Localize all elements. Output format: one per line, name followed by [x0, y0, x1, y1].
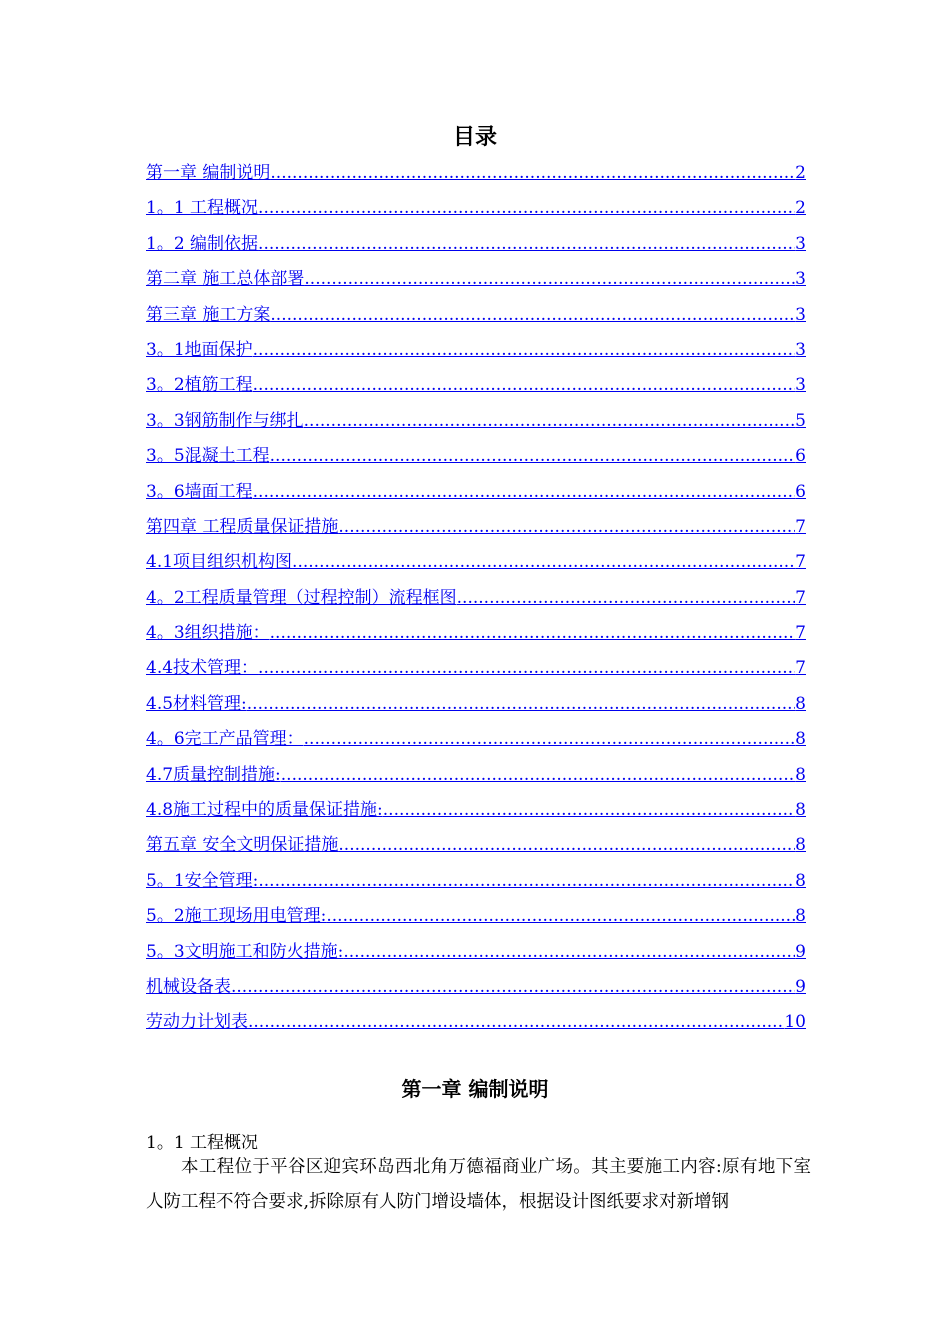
toc-entry-label: 劳动力计划表: [146, 1012, 248, 1033]
toc-entry-page-number: 2: [795, 163, 806, 183]
toc-entry-label: 第一章 编制说明: [146, 163, 271, 183]
toc-entry[interactable]: [146, 793, 806, 828]
toc-entry-page-number: 9: [795, 941, 806, 962]
toc-leader-dots: [338, 828, 795, 863]
toc-entry-page-number: 6: [795, 446, 806, 467]
toc-entry-page-number: 7: [795, 516, 806, 537]
toc-leader-dots: [258, 651, 795, 686]
toc-leader-dots: [383, 793, 795, 828]
body-paragraph: 本工程位于平谷区迎宾环岛西北角万德福商业广场。其主要施工内容:原有地下室人防工程不符合要求,拆除原有人防门增设墙体，根据设计图纸要求对新增钢: [146, 1157, 811, 1212]
toc-entry-label: 3。5混凝土工程: [146, 446, 270, 467]
toc-entry[interactable]: [146, 581, 806, 616]
toc-entry-page-number: 7: [795, 658, 806, 679]
chapter-title: 第一章 编制说明: [401, 1077, 549, 1101]
toc-entry[interactable]: [146, 616, 806, 651]
toc-entry-page-number: 3: [795, 339, 806, 360]
toc-leader-dots: [270, 298, 795, 333]
toc-entry[interactable]: [146, 156, 806, 191]
toc-entry-label: 机械设备表: [146, 976, 231, 997]
toc-leader-dots: [253, 475, 796, 510]
toc-leader-dots: [338, 510, 795, 545]
toc-entry[interactable]: [146, 935, 806, 970]
toc-entry-label: 第三章 施工方案: [146, 304, 271, 325]
toc-entry-page-number: 8: [795, 693, 806, 714]
toc-entry-page-number: 9: [795, 976, 806, 997]
toc-entry-label: 3。6墙面工程: [146, 481, 253, 502]
toc-leader-dots: [253, 368, 796, 403]
toc-entry-page-number: 7: [795, 623, 806, 644]
toc-entry-page-number: 5: [795, 410, 806, 431]
toc-entry-page-number: 6: [795, 481, 806, 502]
toc-leader-dots: [281, 758, 795, 793]
toc-entry[interactable]: [146, 227, 806, 262]
toc-leader-dots: [270, 156, 795, 191]
toc-entry[interactable]: [146, 191, 806, 226]
toc-entry[interactable]: [146, 687, 806, 722]
toc-leader-dots: [292, 545, 795, 580]
toc-leader-dots: [304, 722, 796, 757]
toc-leader-dots: [270, 616, 796, 651]
toc-entry[interactable]: [146, 828, 806, 863]
toc-entry-page-number: 8: [795, 764, 806, 785]
toc-leader-dots: [270, 439, 796, 474]
toc-entry-label: 5。3文明施工和防火措施:: [146, 941, 344, 962]
toc-entry[interactable]: [146, 545, 806, 580]
toc-entry-label: 3。1地面保护: [146, 339, 253, 360]
toc-entry[interactable]: [146, 368, 806, 403]
toc-leader-dots: [247, 687, 795, 722]
toc-entry-page-number: 3: [795, 375, 806, 396]
toc-entry-label: 4。6完工产品管理：: [146, 729, 304, 750]
table-of-contents: [146, 156, 806, 1041]
toc-entry-page-number: 3: [795, 304, 806, 325]
toc-entry[interactable]: [146, 439, 806, 474]
toc-entry-label: 5。1安全管理:: [146, 870, 259, 891]
toc-entry[interactable]: [146, 970, 806, 1005]
toc-entry-page-number: 8: [795, 835, 806, 856]
toc-leader-dots: [248, 1005, 784, 1040]
toc-entry[interactable]: [146, 899, 806, 934]
toc-entry-page-number: 3: [795, 233, 806, 254]
toc-entry-label: 4.8施工过程中的质量保证措施:: [146, 800, 383, 821]
toc-entry-label: 3。2植筋工程: [146, 375, 253, 396]
toc-entry-page-number: 10: [784, 1012, 806, 1033]
toc-title: 目录: [452, 124, 497, 150]
toc-entry-label: 第二章 施工总体部署: [146, 269, 305, 290]
toc-leader-dots: [253, 333, 796, 368]
toc-entry-label: 第五章 安全文明保证措施: [146, 835, 339, 856]
toc-entry[interactable]: [146, 758, 806, 793]
toc-entry[interactable]: [146, 262, 806, 297]
toc-entry-page-number: 8: [795, 870, 806, 891]
toc-entry-label: 4。2工程质量管理（过程控制）流程框图: [146, 587, 457, 608]
toc-leader-dots: [231, 970, 795, 1005]
toc-leader-dots: [258, 191, 795, 226]
toc-entry-label: 4。3组织措施：: [146, 623, 270, 644]
toc-leader-dots: [457, 581, 796, 616]
toc-entry-page-number: 7: [795, 587, 806, 608]
toc-entry-label: 4.7质量控制措施:: [146, 764, 281, 785]
toc-entry[interactable]: [146, 510, 806, 545]
toc-entry-label: 第四章 工程质量保证措施: [146, 516, 339, 537]
toc-entry-label: 5。2施工现场用电管理:: [146, 906, 327, 927]
toc-leader-dots: [304, 262, 795, 297]
toc-leader-dots: [258, 864, 795, 899]
toc-entry-page-number: 2: [795, 198, 806, 219]
toc-entry-label: 4.1项目组织机构图: [146, 552, 293, 573]
toc-entry[interactable]: [146, 864, 806, 899]
toc-leader-dots: [258, 227, 795, 262]
toc-entry-label: 4.4技术管理：: [146, 658, 259, 679]
section-heading: 1。1 工程概况: [146, 1133, 259, 1153]
toc-leader-dots: [304, 404, 796, 439]
toc-entry-page-number: 3: [795, 269, 806, 290]
toc-entry-page-number: 7: [795, 552, 806, 573]
toc-entry-page-number: 8: [795, 906, 806, 927]
toc-entry-label: 3。3钢筋制作与绑扎: [146, 410, 304, 431]
toc-entry[interactable]: [146, 475, 806, 510]
toc-entry[interactable]: [146, 651, 806, 686]
toc-entry-label: 4.5材料管理:: [146, 693, 247, 714]
toc-entry[interactable]: [146, 1005, 806, 1040]
toc-entry-label: 1。1 工程概况: [146, 198, 259, 219]
toc-entry[interactable]: [146, 404, 806, 439]
toc-leader-dots: [343, 935, 795, 970]
toc-entry[interactable]: [146, 722, 806, 757]
toc-entry[interactable]: [146, 333, 806, 368]
toc-entry[interactable]: [146, 298, 806, 333]
toc-entry-label: 1。2 编制依据: [146, 233, 259, 254]
toc-entry-page-number: 8: [795, 800, 806, 821]
toc-entry-page-number: 8: [795, 729, 806, 750]
toc-leader-dots: [326, 899, 795, 934]
